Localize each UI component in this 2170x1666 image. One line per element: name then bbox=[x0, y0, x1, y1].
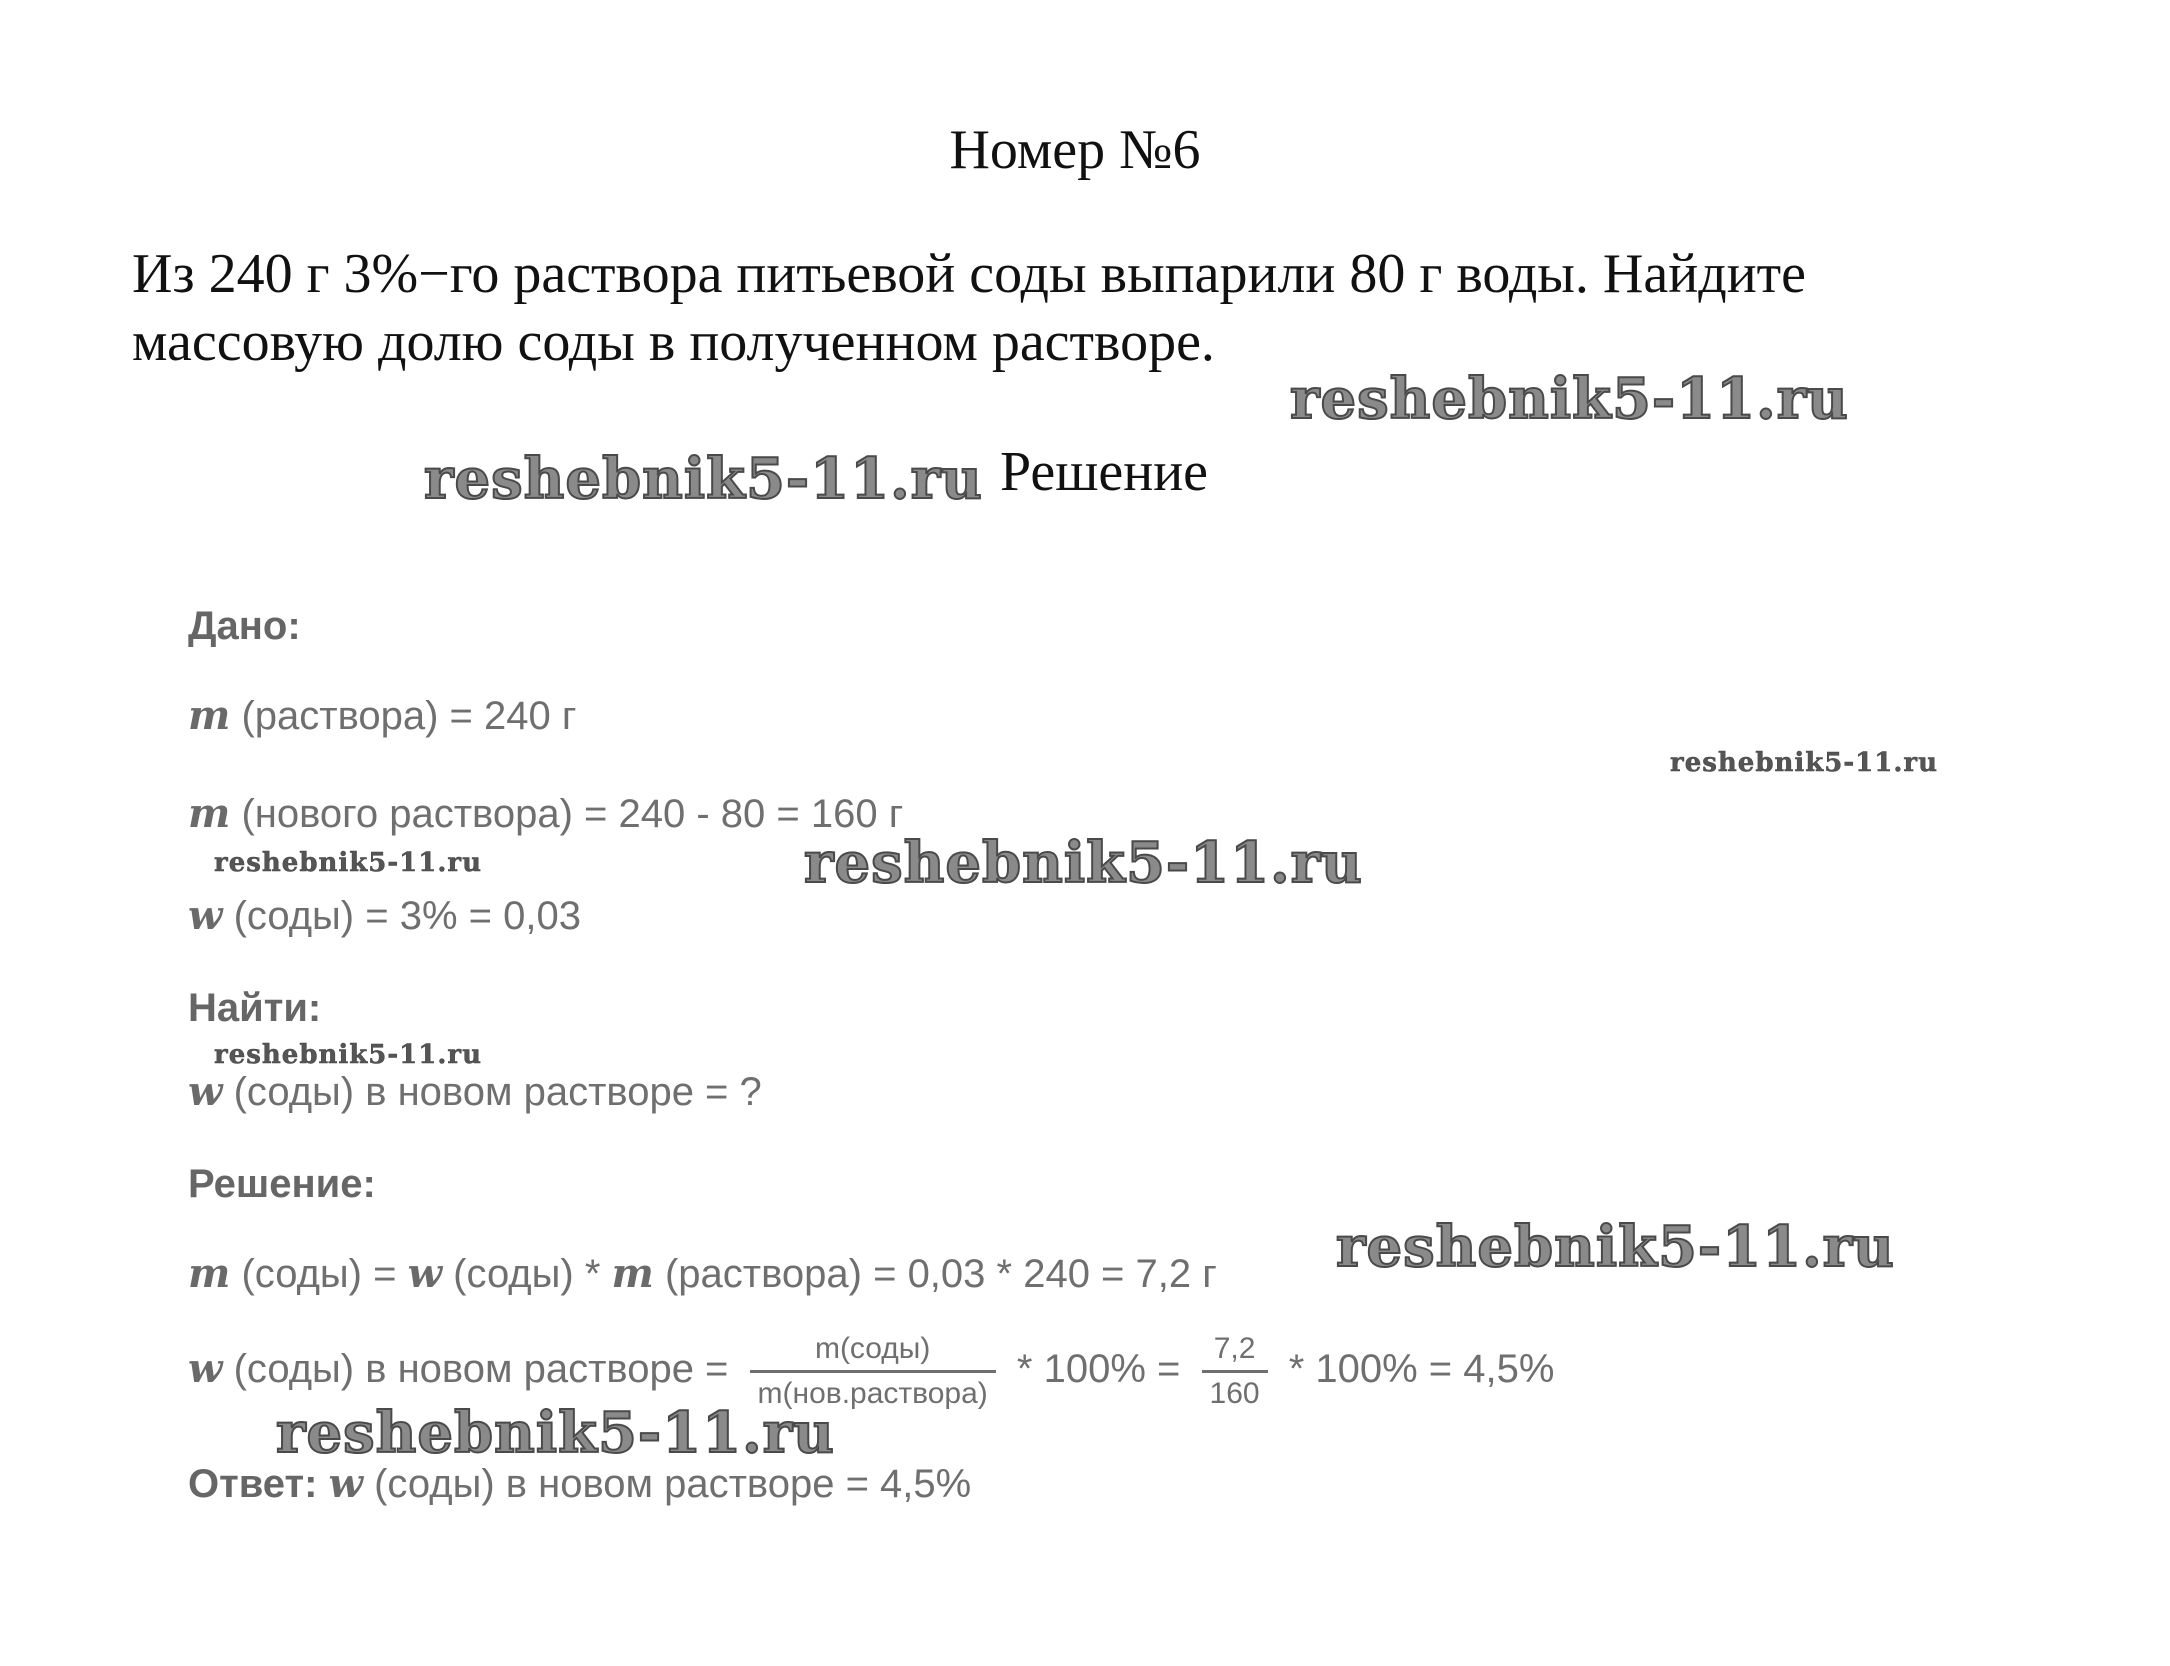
watermark: reshebnik5-11.ru bbox=[214, 848, 483, 878]
find-label: Найти: bbox=[188, 986, 322, 1030]
watermark: reshebnik5-11.ru bbox=[1336, 1214, 1895, 1280]
given-line-mass-solution bbox=[188, 692, 576, 739]
find-line-text: (соды) в новом растворе = ? bbox=[233, 1070, 762, 1114]
solution-text: (соды) = bbox=[241, 1252, 397, 1296]
var-m: m bbox=[611, 1250, 654, 1297]
watermark: reshebnik5-11.ru bbox=[424, 446, 983, 512]
given-line-mass-new-solution bbox=[188, 790, 903, 837]
solution-text: (соды) в новом растворе = bbox=[233, 1347, 729, 1392]
var-w: w bbox=[328, 1460, 363, 1507]
fraction-numerator: m(соды) bbox=[750, 1332, 996, 1373]
solution-text: * 100% = 4,5% bbox=[1288, 1347, 1555, 1392]
solution-heading: Решение bbox=[1000, 441, 1209, 503]
given-line-text: (соды) = 3% = 0,03 bbox=[233, 894, 581, 938]
answer-line bbox=[188, 1460, 971, 1507]
find-line bbox=[188, 1068, 762, 1115]
watermark: reshebnik5-11.ru bbox=[1670, 748, 1939, 778]
solution-line-mass-soda bbox=[188, 1250, 1217, 1297]
answer-text: (соды) в новом растворе = 4,5% bbox=[374, 1462, 972, 1506]
watermark: reshebnik5-11.ru bbox=[276, 1400, 835, 1466]
var-w: w bbox=[407, 1250, 443, 1297]
var-w: w bbox=[188, 1345, 223, 1393]
fraction-denominator: 160 bbox=[1209, 1377, 1260, 1410]
fraction-values bbox=[1202, 1332, 1268, 1411]
problem-statement: Из 240 г 3%−го раствора питьевой соды выпарили 80 г воды. Найдите массовую долю соды в полученном растворе. bbox=[132, 243, 1806, 373]
var-m: m bbox=[188, 790, 231, 837]
watermark: reshebnik5-11.ru bbox=[804, 830, 1363, 896]
given-line-text: (раствора) = 240 г bbox=[241, 694, 577, 738]
var-m: m bbox=[188, 1250, 231, 1297]
given-label: Дано: bbox=[188, 604, 301, 648]
solution-label: Решение: bbox=[188, 1162, 376, 1206]
var-w: w bbox=[188, 892, 223, 939]
solution-text: (соды) * bbox=[453, 1252, 601, 1296]
solution-text: * 100% = bbox=[1016, 1347, 1181, 1392]
var-m: m bbox=[188, 692, 231, 739]
watermark: reshebnik5-11.ru bbox=[1290, 366, 1849, 432]
watermark: reshebnik5-11.ru bbox=[214, 1040, 483, 1070]
fraction-denominator: m(нов.раствора) bbox=[757, 1377, 988, 1410]
fraction-numerator: 7,2 bbox=[1202, 1332, 1268, 1373]
given-line-text: (нового раствора) = 240 - 80 = 160 г bbox=[241, 792, 904, 836]
solution-text: (раствора) = 0,03 * 240 = 7,2 г bbox=[664, 1252, 1217, 1296]
answer-label: Ответ: bbox=[188, 1462, 318, 1506]
page-title: Номер №6 bbox=[949, 119, 1201, 181]
given-line-fraction-soda bbox=[188, 892, 581, 939]
var-w: w bbox=[188, 1068, 223, 1115]
